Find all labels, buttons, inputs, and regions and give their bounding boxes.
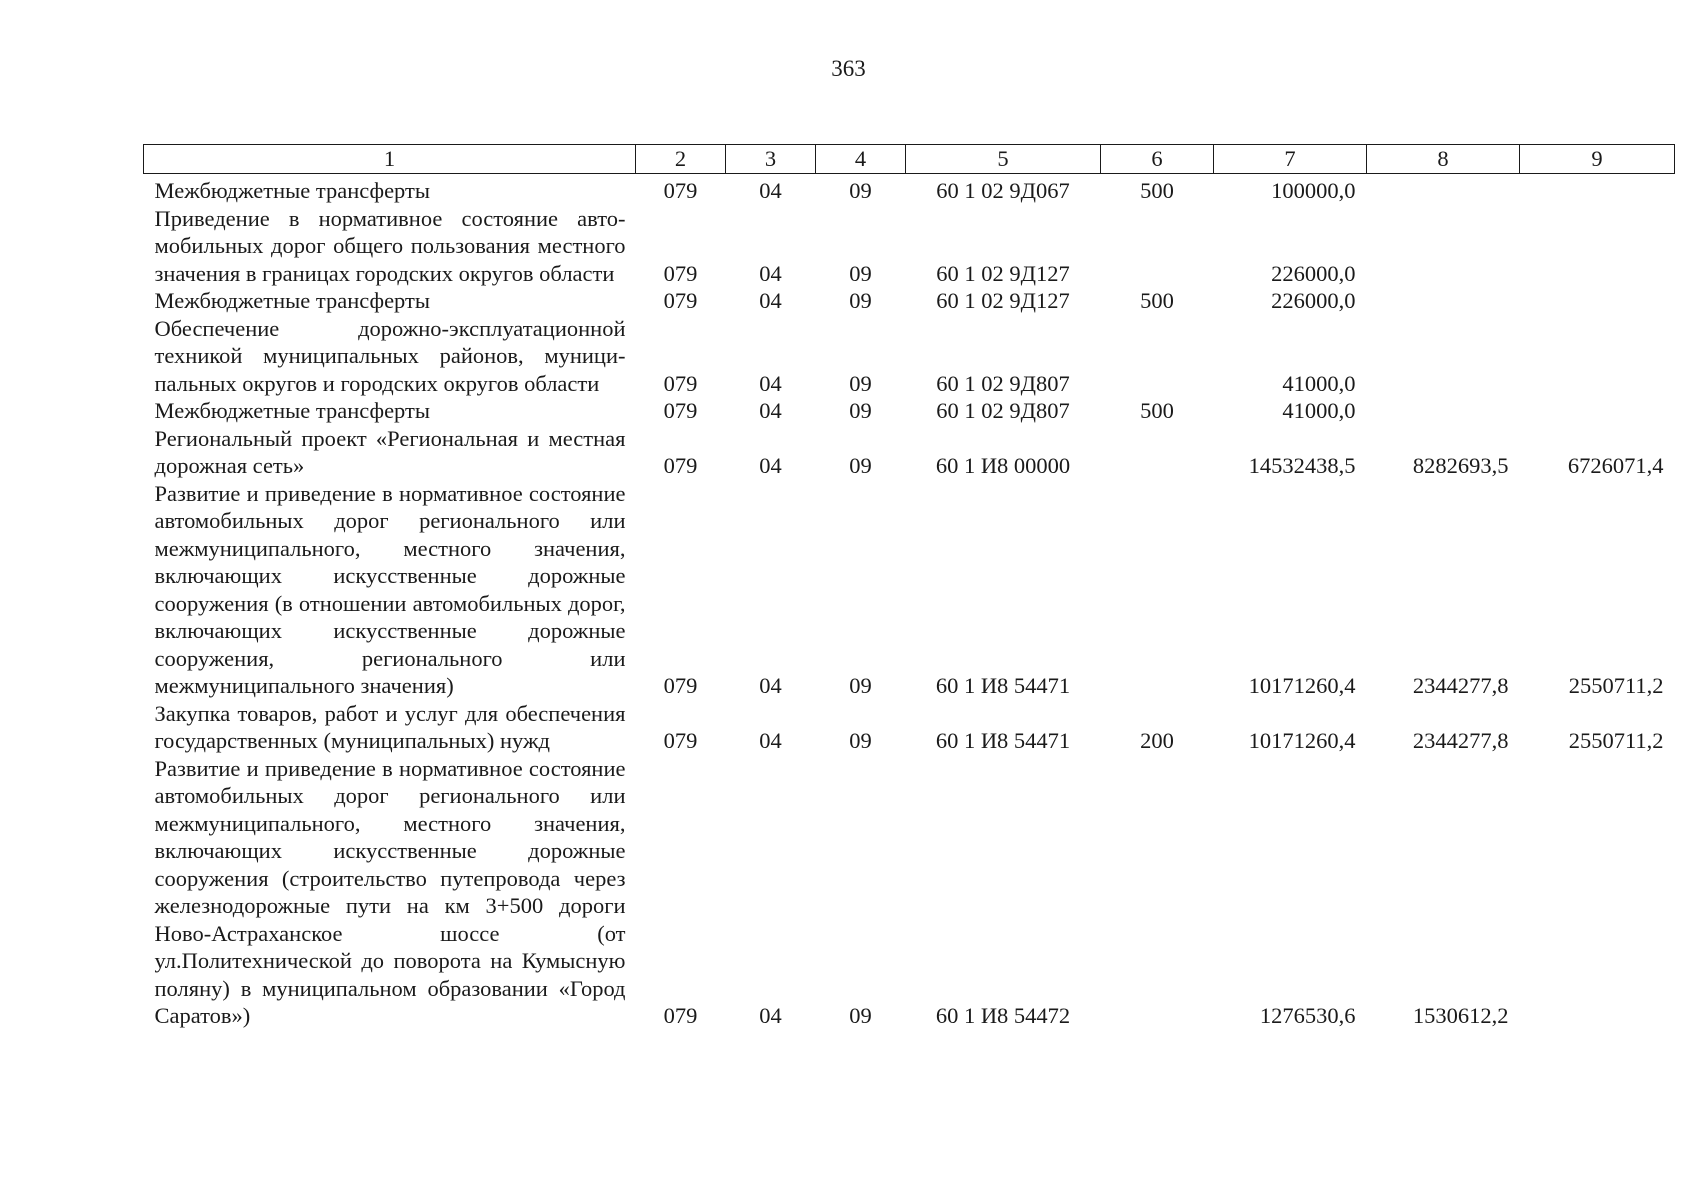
- cell-col4: 09: [849, 260, 872, 286]
- table-row: [144, 397, 1675, 425]
- cell-col9: 2550711,2: [1568, 673, 1664, 698]
- cell-col7: 10171260,4: [1248, 728, 1356, 753]
- cell-col7: 41000,0: [1282, 398, 1356, 423]
- column-header: 8: [1367, 145, 1520, 174]
- cell-col6: 500: [1140, 398, 1174, 423]
- table-row: [144, 425, 1675, 480]
- cell-col8: [1367, 397, 1520, 425]
- cell-col4: 09: [849, 453, 872, 478]
- row-name: Региональный проект «Региональная и местная дорожная сеть»: [154, 425, 626, 478]
- cell-col7: 41000,0: [1282, 370, 1356, 396]
- row-name: Межбюджетные трансферты: [154, 178, 430, 203]
- cell-col3: 04: [759, 260, 782, 286]
- cell-col3: 04: [759, 453, 782, 478]
- cell-col2: 079: [663, 453, 698, 478]
- table-row: [144, 700, 1675, 755]
- row-name: Межбюджетные трансферты: [154, 288, 430, 313]
- cell-col3: 04: [759, 728, 782, 753]
- cell-col5: 60 1 И8 54471: [935, 728, 1071, 753]
- cell-col4: 09: [849, 398, 872, 423]
- row-name: Закупка товаров, работ и услуг для обеспечения государственных (муниципальных) нужд: [154, 700, 626, 753]
- cell-col9: [1520, 397, 1675, 425]
- cell-col5: 60 1 02 9Д067: [936, 178, 1070, 203]
- cell-col6: 500: [1140, 178, 1174, 203]
- column-header: 9: [1520, 145, 1675, 174]
- cell-col5: 60 1 И8 54471: [935, 673, 1071, 698]
- cell-col4: 09: [849, 288, 872, 313]
- cell-col6: 500: [1140, 288, 1174, 313]
- cell-col2: 079: [663, 673, 698, 698]
- table-row: [144, 315, 1675, 398]
- cell-col3: 04: [759, 370, 782, 396]
- cell-col4: 09: [849, 370, 872, 396]
- cell-col5: 60 1 И8 00000: [935, 453, 1071, 478]
- cell-col2: 079: [663, 178, 698, 203]
- cell-col6: [1101, 205, 1214, 288]
- column-header: 5: [906, 145, 1101, 174]
- cell-col4: 09: [849, 1003, 872, 1028]
- cell-col7: 14532438,5: [1248, 453, 1356, 478]
- cell-col3: 04: [759, 288, 782, 313]
- cell-col2: 079: [663, 288, 698, 313]
- column-header: 4: [816, 145, 906, 174]
- cell-col7: 226000,0: [1271, 260, 1356, 286]
- cell-col5: 60 1 02 9Д127: [936, 260, 1070, 286]
- cell-col9: [1520, 205, 1675, 288]
- cell-col8: 1530612,2: [1412, 1003, 1509, 1028]
- table-row: [144, 205, 1675, 288]
- table-row: [144, 287, 1675, 315]
- cell-col3: 04: [759, 1003, 782, 1028]
- cell-col6: [1101, 315, 1214, 398]
- cell-col8: [1367, 205, 1520, 288]
- page-number: 363: [831, 56, 866, 81]
- table-row: [144, 480, 1675, 700]
- cell-col9: [1520, 174, 1675, 205]
- budget-table: [143, 144, 1675, 1030]
- cell-col6: [1101, 425, 1214, 480]
- cell-col5: 60 1 02 9Д807: [936, 398, 1070, 423]
- column-header: 6: [1101, 145, 1214, 174]
- cell-col8: [1367, 174, 1520, 205]
- cell-col9: [1520, 287, 1675, 315]
- column-header: 7: [1214, 145, 1367, 174]
- cell-col2: 079: [663, 728, 698, 753]
- cell-col2: 079: [663, 1003, 698, 1028]
- cell-col7: 10171260,4: [1248, 673, 1356, 698]
- cell-col8: 2344277,8: [1412, 728, 1509, 753]
- row-name: Межбюджетные трансферты: [154, 398, 430, 423]
- cell-col8: [1367, 287, 1520, 315]
- cell-col2: 079: [663, 260, 698, 286]
- row-name: Приведение в нормативное состояние автомобильных дорог общего пользования местного значения в границах городских округов области: [154, 205, 626, 286]
- cell-col6: [1101, 480, 1214, 700]
- cell-col5: 60 1 И8 54472: [935, 1003, 1071, 1028]
- table-row: [144, 174, 1675, 205]
- cell-col8: [1367, 315, 1520, 398]
- cell-col4: 09: [849, 673, 872, 698]
- column-header: 1: [144, 145, 636, 174]
- cell-col3: 04: [759, 178, 782, 203]
- cell-col7: 1276530,6: [1259, 1003, 1356, 1028]
- table-header-row: [144, 145, 1675, 174]
- cell-col6: [1101, 755, 1214, 1030]
- row-name: Развитие и приведение в нормативное состояние автомобильных дорог регионального или межмуниципального, местного значения, включающих искусственные дорожные сооружения (строительство путепровода через железнодорожные пути на км 3+500 дороги Ново-Астраханское шоссе (от ул.Политехнической до поворота на Кумысную поляну) в муниципальном образовании «Город Саратов»): [154, 755, 626, 1028]
- cell-col9: 2550711,2: [1568, 728, 1664, 753]
- cell-col2: 079: [663, 398, 698, 423]
- cell-col9: [1520, 315, 1675, 398]
- row-name: Развитие и приведение в нормативное состояние автомобильных дорог регионального или межмуниципального, местного значения, включающих искусственные дорожные сооружения (в отношении автомобильных дорог, включающих искусственные дорожные сооружения, регионального или межмуниципального значения): [154, 480, 626, 698]
- cell-col5: 60 1 02 9Д807: [936, 370, 1070, 396]
- cell-col9: [1520, 755, 1675, 1030]
- table-row: [144, 755, 1675, 1030]
- cell-col3: 04: [759, 673, 782, 698]
- cell-col3: 04: [759, 398, 782, 423]
- cell-col4: 09: [849, 178, 872, 203]
- cell-col8: 8282693,5: [1412, 453, 1509, 478]
- row-name: Обеспечение дорожно-эксплуатационной техникой муниципальных районов, муниципальных округов и городских округов области: [154, 315, 626, 396]
- cell-col7: 226000,0: [1271, 288, 1356, 313]
- cell-col9: 6726071,4: [1567, 453, 1664, 478]
- cell-col5: 60 1 02 9Д127: [936, 288, 1070, 313]
- column-header: 3: [726, 145, 816, 174]
- cell-col4: 09: [849, 728, 872, 753]
- cell-col6: 200: [1140, 728, 1174, 753]
- cell-col7: 100000,0: [1271, 178, 1356, 203]
- column-header: 2: [636, 145, 726, 174]
- cell-col8: 2344277,8: [1412, 673, 1509, 698]
- cell-col2: 079: [663, 370, 698, 396]
